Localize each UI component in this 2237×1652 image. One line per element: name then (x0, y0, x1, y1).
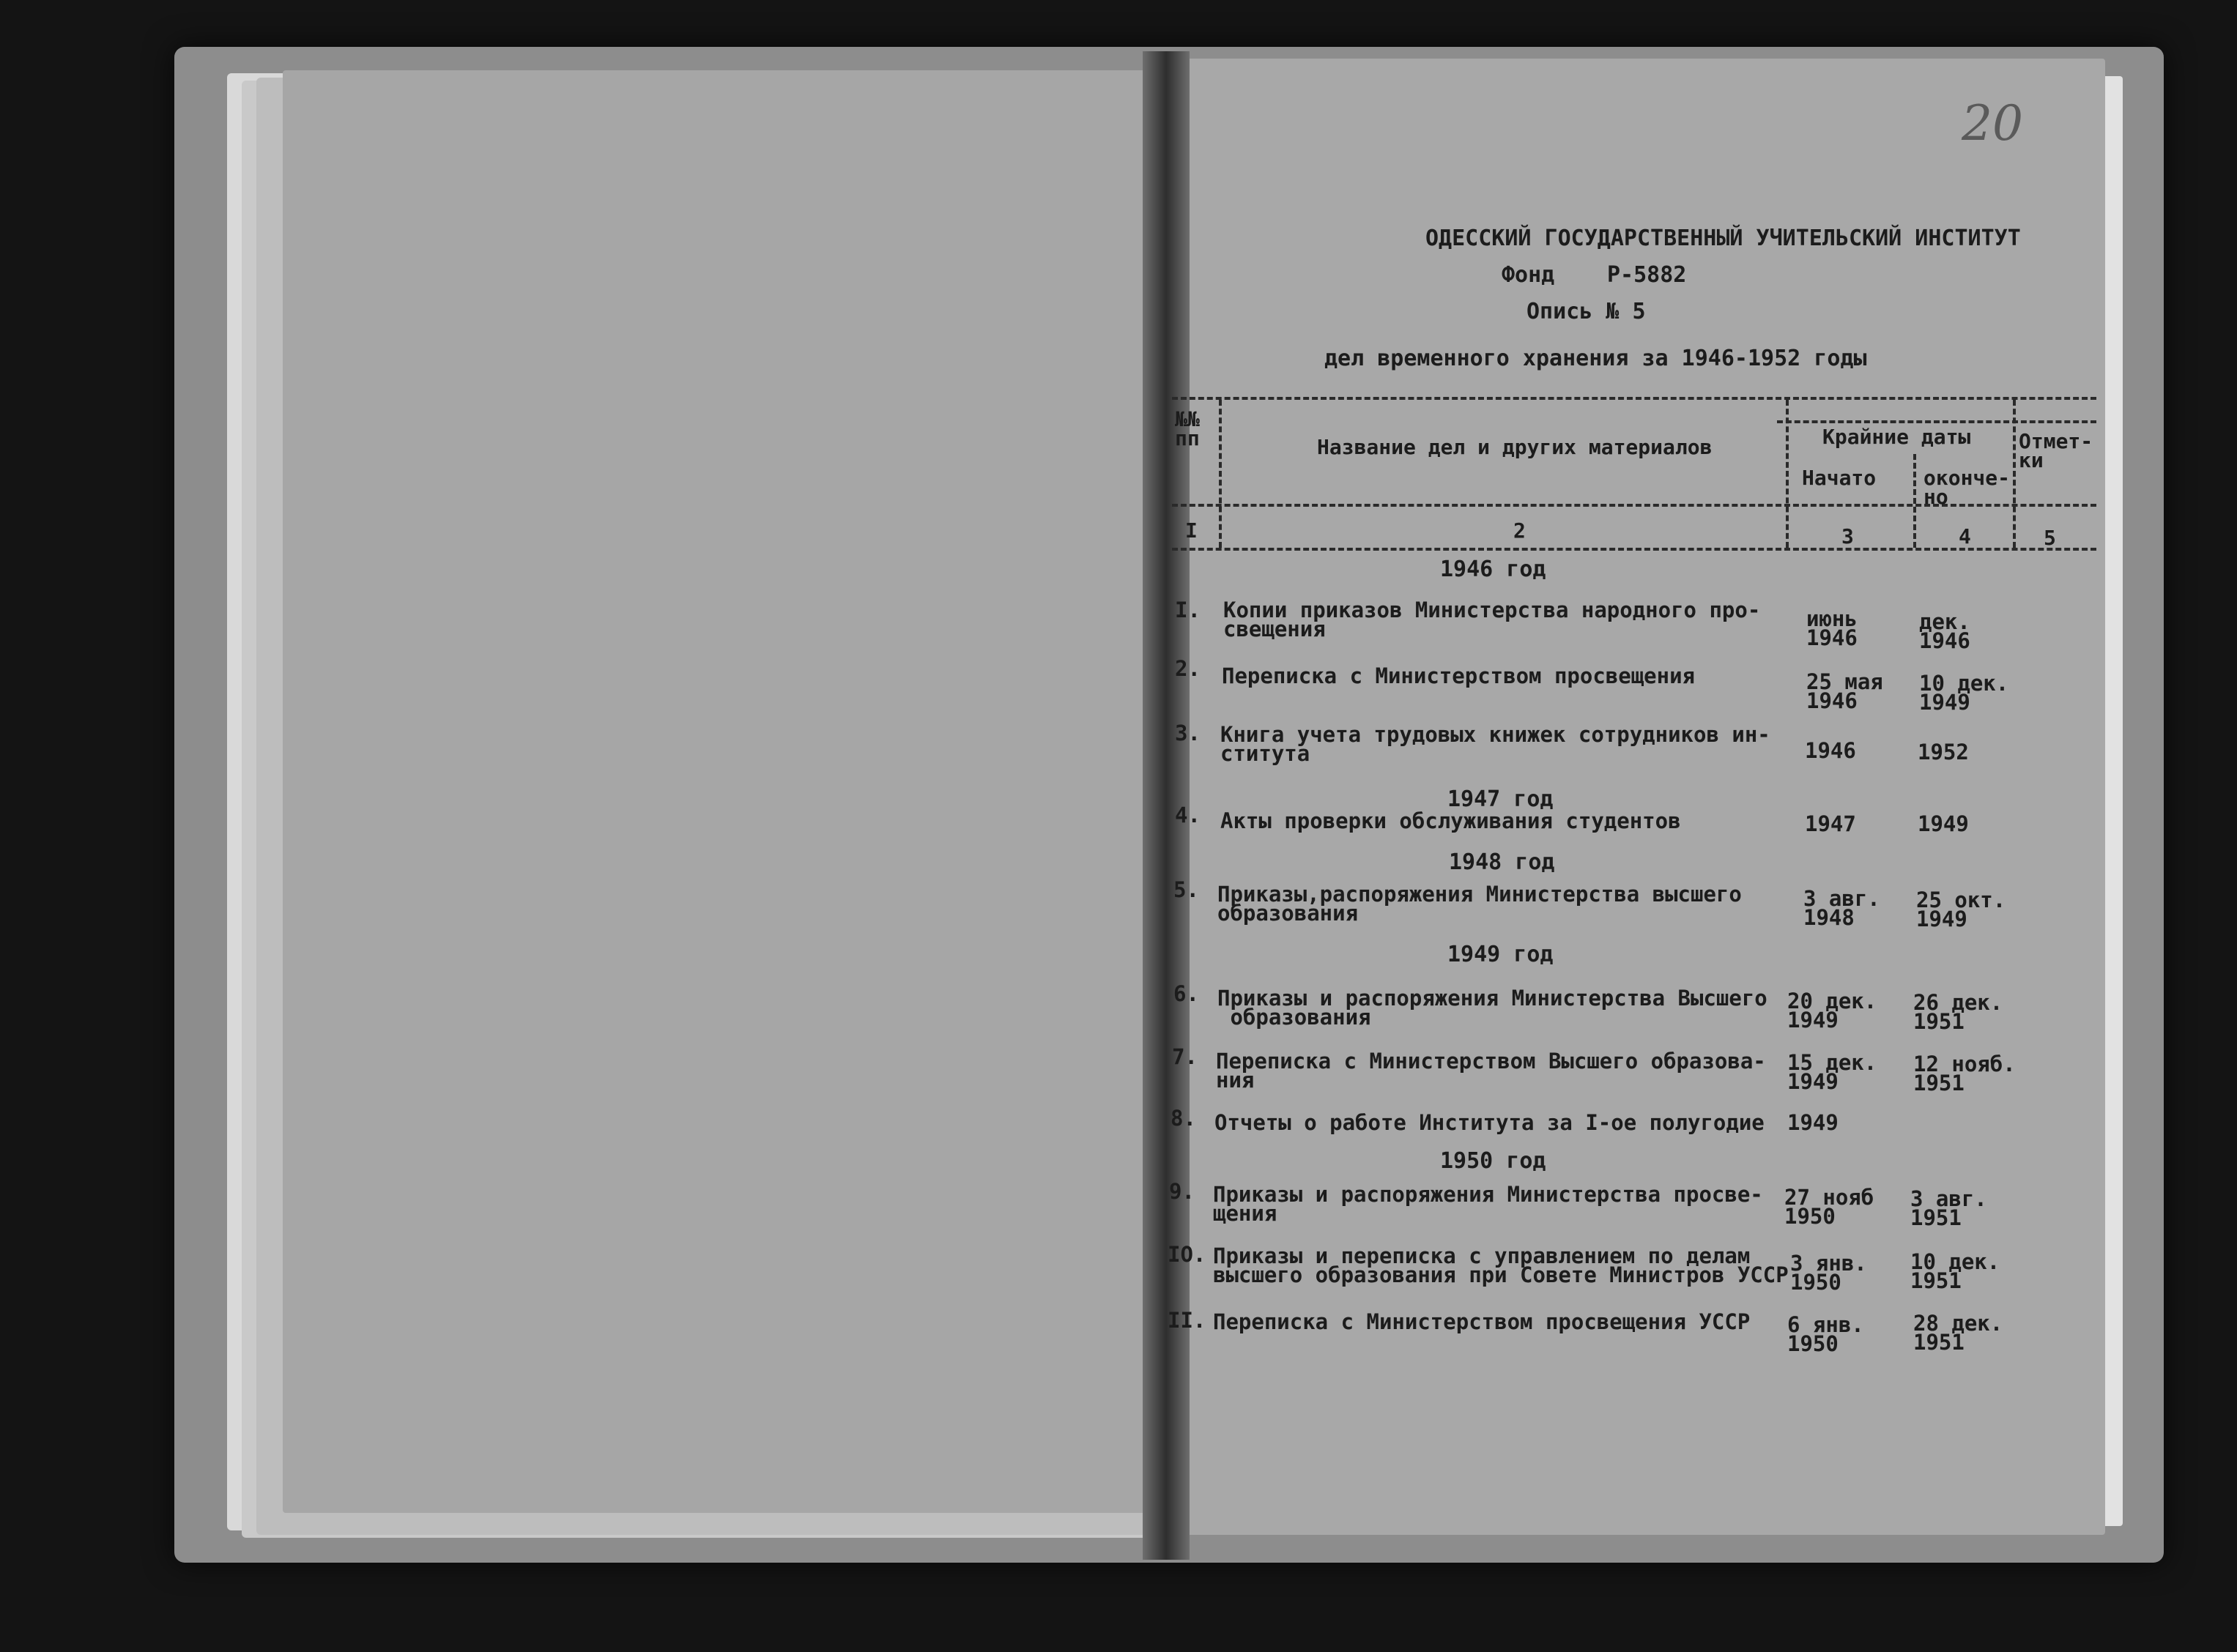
row-title: Акты проверки обслуживания студентов (1220, 808, 1681, 833)
row-number: I. (1175, 598, 1201, 622)
year-heading: 1946 год (1440, 557, 1546, 582)
header-number: №№ пп (1175, 407, 1200, 450)
row-end: 12 нояб. 1951 (1913, 1052, 2016, 1095)
row-start: 20 дек. 1949 (1787, 989, 1877, 1032)
row-end: 26 дек. 1951 (1913, 990, 2003, 1034)
header-end: оконче- но (1923, 466, 2011, 509)
header-dates: Крайние даты (1822, 425, 1971, 449)
table-rule-dates (1777, 420, 2096, 423)
row-title: Переписка с Министерством просвещения УССР (1213, 1309, 1751, 1334)
row-title: Приказы,распоряжения Министерства высшего образования (1217, 882, 1742, 926)
table-col-divider (1219, 400, 1222, 548)
row-number: IO. (1168, 1242, 1206, 1267)
row-title: Переписка с Министерством Высшего образова- ния (1216, 1049, 1766, 1093)
row-title: Приказы и переписка с управлением по делам высшего образования при Совете Министров УССР (1213, 1243, 1789, 1287)
row-number: II. (1168, 1308, 1206, 1333)
year-heading: 1947 год (1447, 786, 1554, 812)
inventory-subtitle: дел временного хранения за 1946-1952 годы (1324, 346, 1867, 371)
row-end: 25 окт. 1949 (1916, 888, 2006, 931)
row-title: Переписка с Министерством просвещения (1222, 663, 1696, 688)
fond-number: Р-5882 (1607, 262, 1687, 288)
table-rule-top (1172, 397, 2096, 400)
column-number: 3 (1841, 524, 1854, 548)
row-start: 1946 (1805, 738, 1856, 763)
folio-number: 20 (1962, 95, 2023, 152)
left-page-blank (283, 70, 1156, 1513)
header-title: Название дел и других материалов (1317, 435, 1713, 459)
year-heading: 1949 год (1447, 942, 1554, 967)
row-title: Копии приказов Министерства народного про- свещения (1223, 598, 1761, 641)
row-start: 3 авг. 1948 (1803, 886, 1880, 930)
row-title: Отчеты о работе Института за I-ое полугодие (1214, 1110, 1765, 1135)
year-heading: 1950 год (1440, 1148, 1546, 1174)
header-notes: Отмет- ки (2019, 429, 2093, 472)
row-number: 7. (1172, 1044, 1198, 1069)
row-title: Приказы и распоряжения Министерства Высшего образования (1217, 986, 1767, 1030)
row-end: 3 авг. 1951 (1910, 1186, 1987, 1230)
fond-label: Фонд (1502, 262, 1555, 288)
row-end: дек. 1946 (1919, 609, 1970, 653)
column-number: I (1185, 518, 1198, 543)
row-title: Приказы и распоряжения Министерства просве- щения (1213, 1182, 1763, 1226)
row-number: 3. (1175, 721, 1201, 745)
row-number: 6. (1173, 981, 1199, 1006)
table-rule-colnums (1172, 548, 2096, 551)
row-start: 3 янв. 1950 (1790, 1251, 1867, 1295)
row-start: 1947 (1805, 811, 1856, 836)
column-number: 2 (1513, 518, 1526, 543)
row-start: 15 дек. 1949 (1787, 1050, 1877, 1094)
opis-title: Опись № 5 (1526, 299, 1646, 324)
row-start: 25 мая 1946 (1806, 669, 1883, 713)
header-start: Начато (1802, 466, 1877, 490)
year-heading: 1948 год (1449, 849, 1555, 875)
row-number: 4. (1175, 803, 1201, 827)
row-number: 5. (1173, 877, 1199, 902)
column-number: 4 (1959, 524, 1971, 548)
row-start: 6 янв. 1950 (1787, 1312, 1864, 1356)
column-number: 5 (2044, 526, 2056, 550)
row-start: 1949 (1787, 1110, 1839, 1135)
table-col-divider (1786, 400, 1789, 548)
row-number: 2. (1175, 656, 1201, 681)
table-col-divider (2013, 400, 2016, 548)
row-title: Книга учета трудовых книжек сотрудников ин- ститута (1220, 722, 1770, 766)
row-start: июнь 1946 (1806, 606, 1858, 650)
institution-title: ОДЕССКИЙ ГОСУДАРСТВЕННЫЙ УЧИТЕЛЬСКИЙ ИНСТИТУТ (1425, 226, 2021, 251)
row-end: 10 дек. 1951 (1910, 1249, 2000, 1293)
row-number: 9. (1169, 1179, 1195, 1204)
row-end: 1952 (1918, 740, 1969, 764)
row-end: 1949 (1918, 811, 1969, 836)
row-end: 10 дек. 1949 (1919, 671, 2009, 715)
row-number: 8. (1171, 1106, 1196, 1131)
row-end: 28 дек. 1951 (1913, 1311, 2003, 1355)
row-start: 27 нояб 1950 (1784, 1185, 1874, 1229)
table-col-divider (1913, 454, 1916, 548)
